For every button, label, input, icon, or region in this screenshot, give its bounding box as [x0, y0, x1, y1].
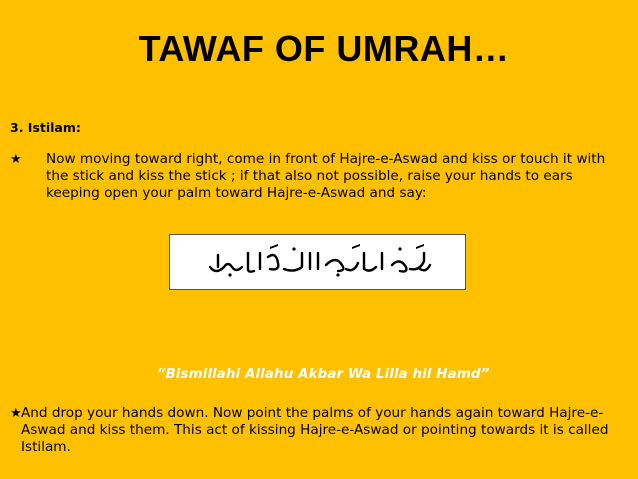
bullet-text: Now moving toward right, come in front of Hajre-e-Aswad and kiss or touch it with the stick and kiss the stick ; if that also not possible, raise your hands to ears keeping open your palm toward Hajre-e-Aswad and say: [46, 151, 606, 201]
slide-title: TAWAF OF UMRAH… [138, 28, 510, 69]
bullet-item [10, 151, 622, 202]
star-bullet-icon: ★ [10, 406, 22, 421]
bullet-text: And drop your hands down. Now point the palms of your hands again toward Hajre-e-Aswad and kiss them. This act of kissing Hajre-e-Aswad or pointing towards it is called Istilam. [21, 405, 609, 455]
star-bullet-icon: ★ [10, 152, 22, 167]
section-heading: 3. Istilam: [10, 120, 81, 135]
bullet-item [10, 405, 622, 456]
transliteration-quote: “Bismillahi Allahu Akbar Wa Lilla hil Hamd” [156, 366, 490, 382]
arabic-calligraphy-box [169, 234, 466, 290]
arabic-calligraphy-image [170, 235, 465, 289]
